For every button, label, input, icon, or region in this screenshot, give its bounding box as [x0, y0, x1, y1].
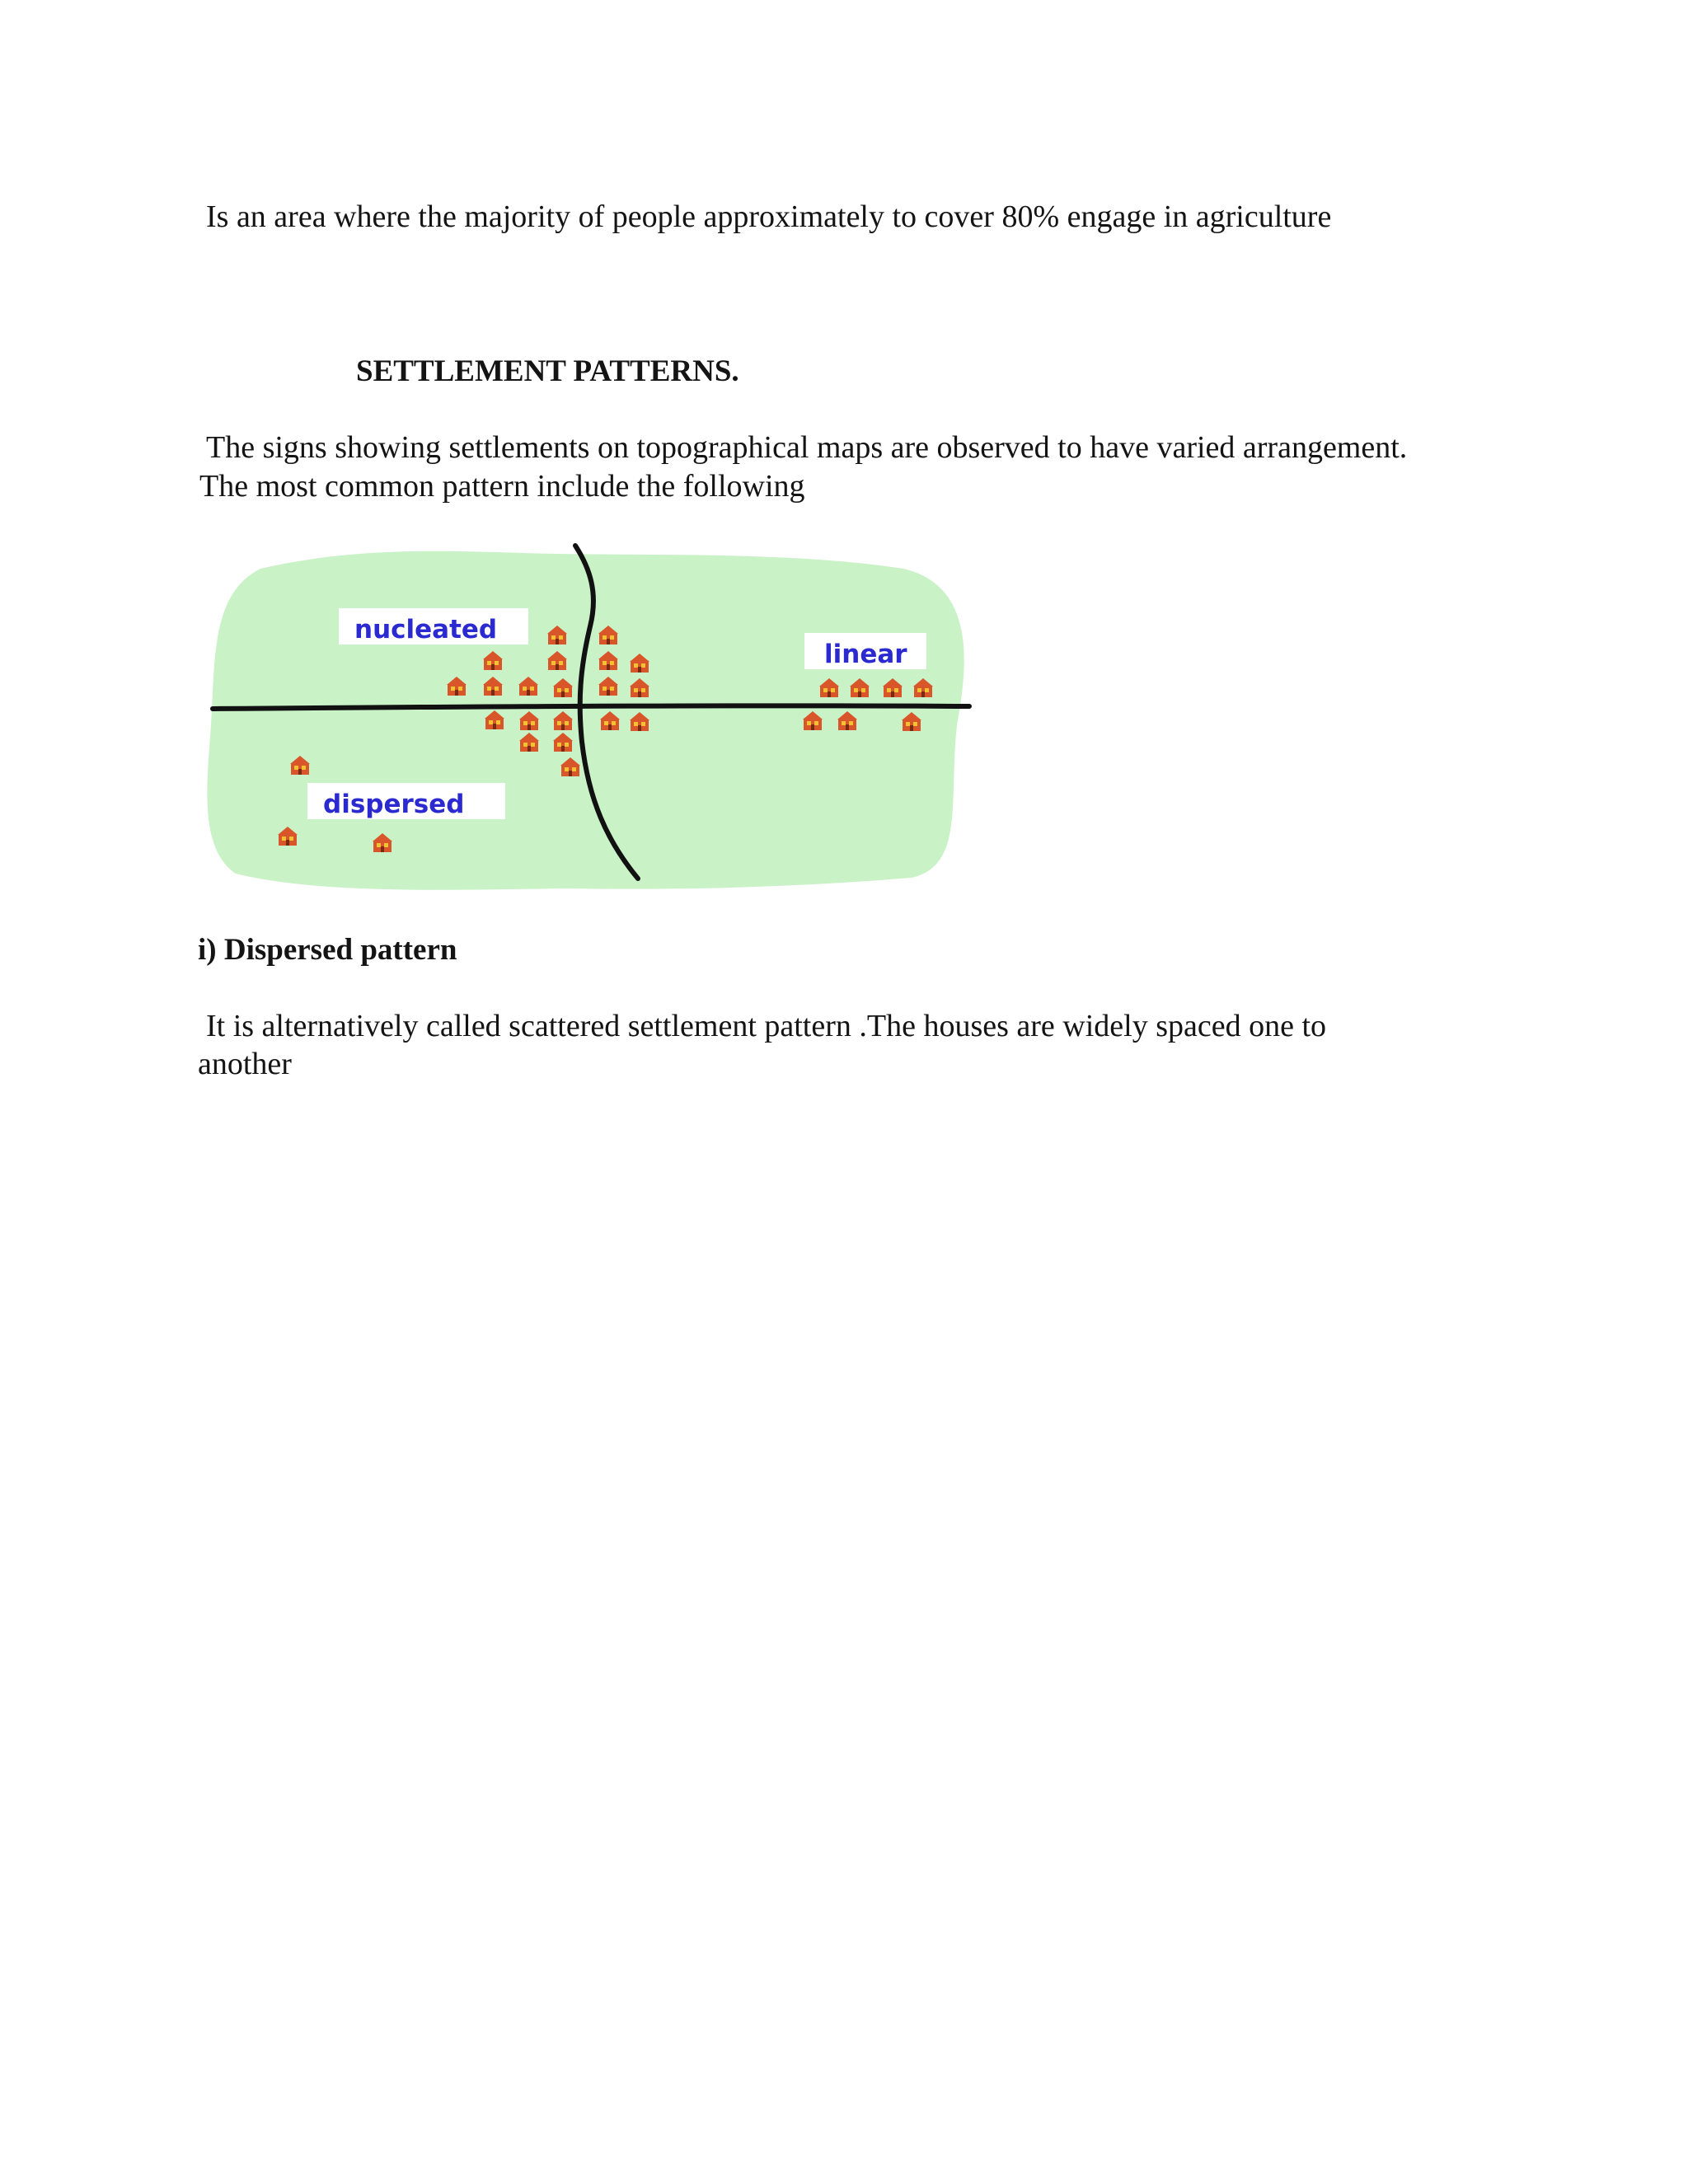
subheading: i) Dispersed pattern [198, 933, 457, 967]
paragraph-line: The signs showing settlements on topographical maps are observed to have varied arrangement. [206, 430, 1408, 465]
intro-text: Is an area where the majority of people approximately to cover 80% engage in agriculture [206, 199, 1332, 234]
nucleated-label [339, 608, 528, 644]
section-heading: SETTLEMENT PATTERNS. [356, 354, 739, 388]
linear-label-text: linear [824, 640, 907, 669]
dispersed-label [307, 783, 505, 819]
paragraph-line: The most common pattern include the following [199, 469, 805, 504]
road-horizontal [213, 705, 969, 709]
paragraph-line: another [198, 1047, 292, 1081]
paragraph-line: It is alternatively called scattered settlement pattern .The houses are widely spaced one to [206, 1009, 1327, 1043]
settlement-patterns-diagram [203, 536, 978, 890]
nucleated-label-text: nucleated [354, 615, 498, 644]
dispersed-label-text: dispersed [323, 790, 465, 819]
linear-label [804, 633, 926, 669]
